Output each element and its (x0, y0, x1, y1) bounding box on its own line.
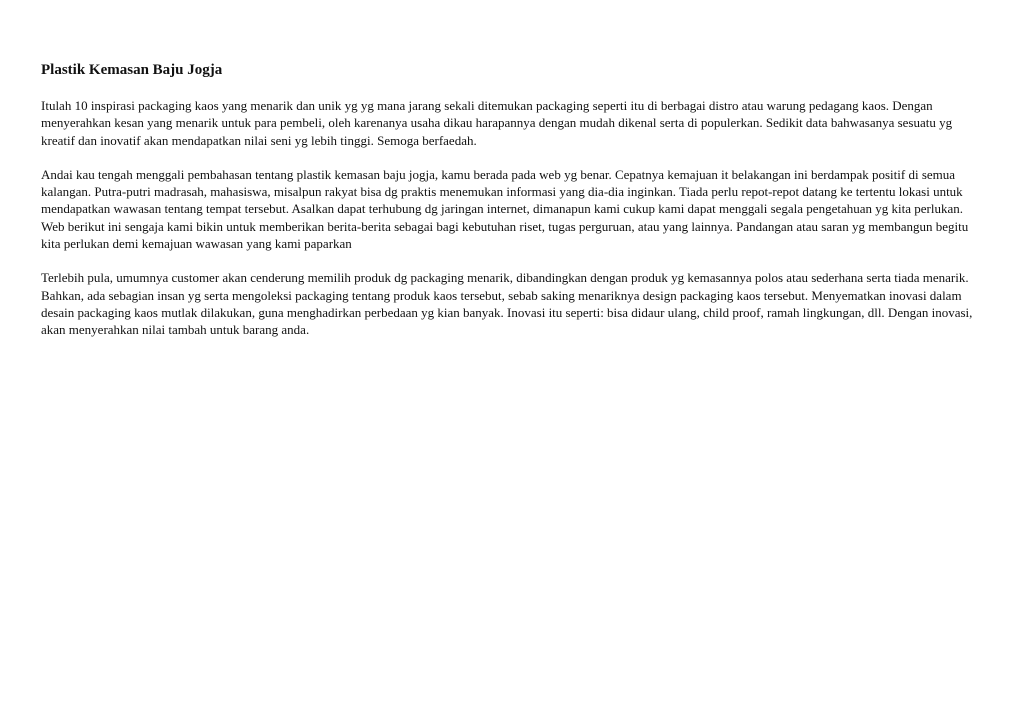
document-page (41, 60, 976, 356)
document-title: Plastik Kemasan Baju Jogja (41, 62, 223, 78)
paragraph-3: Terlebih pula, umumnya customer akan cenderung memilih produk dg packaging menarik, dibandingkan dengan produk yg kemasannya polos atau sederhana serta tiada menarik. Bahkan, ada sebagian insan yg serta mengoleksi packaging tentang produk kaos tersebut, sebab saking menariknya design packaging kaos tersebut. Menyematkan inovasi dalam desain packaging kaos mutlak dilakukan, guna menghadirkan perbedaan yg kian banyak. Inovasi itu seperti: bisa didaur ulang, child proof, ramah lingkungan, dll. Dengan inovasi, akan menyerahkan nilai tambah untuk barang anda. (41, 270, 973, 338)
paragraph-2: Andai kau tengah menggali pembahasan tentang plastik kemasan baju jogja, kamu berada pada web yg benar. Cepatnya kemajuan it belakangan ini berdampak positif di semua kalangan. Putra-putri madrasah, mahasiswa, misalpun rakyat bisa dg praktis menemukan informasi yang dia-dia inginkan. Tiada perlu repot-repot datang ke tertentu lokasi untuk mendapatkan wawasan tentang tempat tersebut. Asalkan dapat terhubung dg jaringan internet, dimanapun kami cukup kami dapat menggali segala pengetahuan yg kita perlukan. Web berikut ini sengaja kami bikin untuk memberikan berita-berita sebagai bagi kebutuhan riset, tugas perguruan, atau yang lainnya. Pandangan atau saran yg membangun begitu kita perlukan demi kemajuan wawasan yang kami paparkan (41, 166, 969, 252)
paragraph-1: Itulah 10 inspirasi packaging kaos yang menarik dan unik yg yg mana jarang sekali ditemukan packaging seperti itu di berbagai distro atau warung pedagang kaos. Dengan menyerahkan kesan yang menarik untuk para pembeli, oleh karenanya usaha dikau harapannya dengan mudah dikenal serta di populerkan. Sedikit data bahwasanya sesuatu yg kreatif dan inovatif akan mendapatkan nilai seni yg lebih tinggi. Semoga berfaedah. (41, 98, 953, 148)
